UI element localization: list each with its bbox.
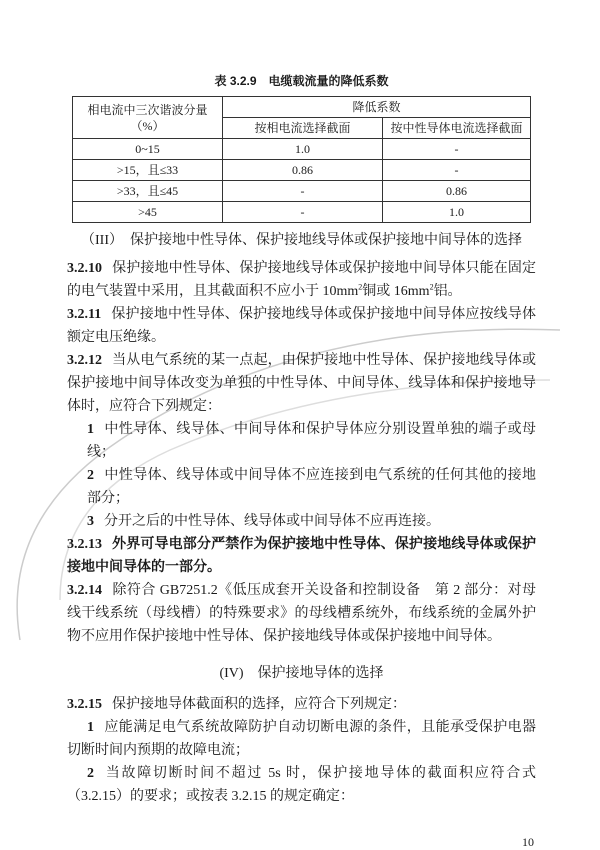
section-heading-3: （III） 保护接地中性导体、保护接地线导体或保护接地中间导体的选择 xyxy=(81,233,522,248)
list-item: 1 应能满足电气系统故障防护自动切断电源的条件，且能承受保护电器切断时间内预期的故障电流； xyxy=(67,720,536,758)
section-heading-4: (IV) 保护接地导体的选择 xyxy=(219,666,384,681)
header-derating: 降低系数 xyxy=(223,97,531,118)
clause-3-2-11: 3.2.11 保护接地中性导体、保护接地线导体或保护接地中间导体应按线导体额定电压绝缘。 xyxy=(67,307,536,345)
list-item: 1 中性导体、线导体、中间导体和保护导体应分别设置单独的端子或母线； xyxy=(87,422,536,460)
table-cell: - xyxy=(223,181,383,202)
clause-3-2-13: 3.2.13 外界可导电部分严禁作为保护接地中性导体、保护接地线导体或保护接地中间导体的一部分。 xyxy=(67,537,536,575)
clause-3-2-14: 3.2.14 除符合 GB7251.2《低压成套开关设备和控制设备 第 2 部分：对母线干线系统（母线槽）的特殊要求》的母线槽系统外，布线系统的金属外护物不应用作保护接地中性导体、保护接地线导体或保护接地中间导体。 xyxy=(67,583,536,644)
table-cell: >15，且≤33 xyxy=(73,160,223,181)
page-number: 10 xyxy=(522,835,534,849)
table-caption: 表 3.2.9 电缆载流量的降低系数 xyxy=(214,74,389,88)
table-cell: 1.0 xyxy=(383,202,531,223)
table-row xyxy=(73,160,531,181)
header-by-phase: 按相电流选择截面 xyxy=(223,118,383,139)
table-cell: - xyxy=(223,202,383,223)
table-row xyxy=(73,202,531,223)
table-cell: - xyxy=(383,139,531,160)
table-cell: 0~15 xyxy=(73,139,223,160)
table-cell: >45 xyxy=(73,202,223,223)
table-row xyxy=(73,139,531,160)
header-by-neutral: 按中性导体电流选择截面 xyxy=(383,118,531,139)
table-cell: - xyxy=(383,160,531,181)
clause-3-2-10: 3.2.10 保护接地中性导体、保护接地线导体或保护接地中间导体只能在固定的电气装置中采用，且其截面积不应小于 $10mm^2$铜或 $16mm^2$铝。 xyxy=(67,261,536,299)
table-cell: 0.86 xyxy=(383,181,531,202)
list-item: 2 中性导体、线导体或中间导体不应连接到电气系统的任何其他的接地部分； xyxy=(87,468,536,506)
list-item: 2 当故障切断时间不超过 5s 时，保护接地导体的截面积应符合式（3.2.15）的要求；或按表 3.2.15 的规定确定： xyxy=(67,766,536,804)
derating-table xyxy=(72,96,531,223)
table-cell: 1.0 xyxy=(223,139,383,160)
table-cell: >33，且≤45 xyxy=(73,181,223,202)
header-harmonic: 相电流中三次谐波分量（%） xyxy=(73,97,223,139)
table-row xyxy=(73,181,531,202)
table-cell: 0.86 xyxy=(223,160,383,181)
clause-3-2-15: 3.2.15 保护接地导体截面积的选择，应符合下列规定： xyxy=(67,697,406,712)
clause-3-2-12: 3.2.12 当从电气系统的某一点起，由保护接地中性导体、保护接地线导体或保护接地中间导体改变为单独的中性导体、中间导体、线导体和保护接地导体时，应符合下列规定： xyxy=(67,353,536,414)
list-item: 3 分开之后的中性导体、线导体或中间导体不应再连接。 xyxy=(87,514,440,529)
